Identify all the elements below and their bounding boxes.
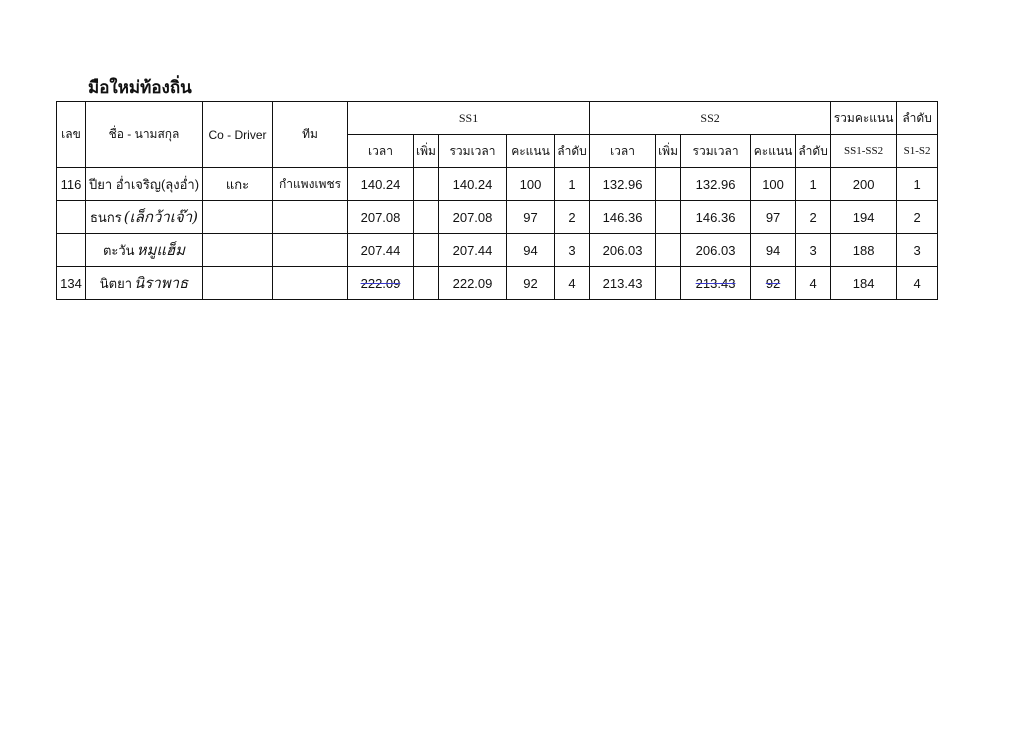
table-row [57, 267, 938, 300]
cell-ss1-rank: 1 [555, 168, 590, 201]
cell-name-text: นิตยา [99, 276, 133, 291]
cell-final-rank: 4 [897, 267, 938, 300]
cell-ss2-add [656, 267, 681, 300]
results-table [56, 101, 938, 300]
col-header-team: ทีม [273, 102, 348, 168]
cell-name [86, 234, 203, 267]
cell-ss1-time: 222.09 [348, 267, 414, 300]
cell-ss2-time: 206.03 [590, 234, 656, 267]
cell-ss2-rank: 1 [796, 168, 831, 201]
cell-ss2-time: 213.43 [590, 267, 656, 300]
cell-ss2-rank: 4 [796, 267, 831, 300]
cell-name-handwritten: (เล็กว้าเจ๊า) [123, 208, 198, 226]
cell-final-rank: 2 [897, 201, 938, 234]
cell-ss1-add [414, 234, 439, 267]
cell-ss1-add [414, 201, 439, 234]
col-header-total-score: รวมคะแนน [831, 102, 897, 135]
cell-name [86, 201, 203, 234]
cell-co-driver: แกะ [203, 168, 273, 201]
cell-final-rank: 3 [897, 234, 938, 267]
header-row-1 [57, 102, 938, 135]
cell-ss1-score: 92 [507, 267, 555, 300]
cell-ss2-add [656, 168, 681, 201]
col-header-ss-range: SS1-SS2 [831, 135, 897, 168]
cell-name [86, 267, 203, 300]
cell-ss1-score: 94 [507, 234, 555, 267]
col-header-ss2-time: เวลา [590, 135, 656, 168]
col-header-ss2-total-time: รวมเวลา [681, 135, 751, 168]
cell-team: กำแพงเพชร [273, 168, 348, 201]
col-header-ss2-score: คะแนน [751, 135, 796, 168]
cell-name-handwritten: หมูแฮ็ม [136, 241, 186, 259]
cell-ss1-total-time: 140.24 [439, 168, 507, 201]
cell-name-handwritten: นิราพาธ [134, 274, 189, 292]
col-header-co-driver: Co - Driver [203, 102, 273, 168]
cell-number [57, 234, 86, 267]
cell-co-driver [203, 267, 273, 300]
cell-team [273, 267, 348, 300]
cell-ss2-score: 97 [751, 201, 796, 234]
cell-ss1-total-time: 207.44 [439, 234, 507, 267]
cell-ss2-add [656, 201, 681, 234]
col-header-ss1-time: เวลา [348, 135, 414, 168]
col-header-s-range: S1-S2 [897, 135, 938, 168]
cell-number: 134 [57, 267, 86, 300]
col-header-ss2: SS2 [590, 102, 831, 135]
cell-total-score: 184 [831, 267, 897, 300]
cell-ss2-rank: 3 [796, 234, 831, 267]
cell-number: 116 [57, 168, 86, 201]
cell-name-text: ตะวัน [102, 243, 135, 258]
col-header-ss1-rank: ลำดับ [555, 135, 590, 168]
cell-ss1-rank: 4 [555, 267, 590, 300]
cell-ss2-add [656, 234, 681, 267]
cell-ss2-time: 132.96 [590, 168, 656, 201]
cell-ss1-rank: 3 [555, 234, 590, 267]
cell-ss2-total-time: 146.36 [681, 201, 751, 234]
cell-ss1-add [414, 267, 439, 300]
col-header-number: เลข [57, 102, 86, 168]
cell-ss2-total-time: 213.43 [681, 267, 751, 300]
cell-ss1-total-time: 207.08 [439, 201, 507, 234]
col-header-rank: ลำดับ [897, 102, 938, 135]
cell-ss1-time: 207.44 [348, 234, 414, 267]
col-header-ss2-rank: ลำดับ [796, 135, 831, 168]
cell-name [86, 168, 203, 201]
cell-ss2-total-time: 132.96 [681, 168, 751, 201]
col-header-ss1-add: เพิ่ม [414, 135, 439, 168]
col-header-name: ชื่อ - นามสกุล [86, 102, 203, 168]
cell-ss2-score: 94 [751, 234, 796, 267]
cell-ss2-rank: 2 [796, 201, 831, 234]
cell-total-score: 188 [831, 234, 897, 267]
cell-total-score: 194 [831, 201, 897, 234]
page-title: มือใหม่ท้องถิ่น [88, 78, 192, 98]
cell-co-driver [203, 201, 273, 234]
cell-ss2-score: 92 [751, 267, 796, 300]
cell-name-text: ธนกร [90, 210, 122, 225]
cell-name-text: ปียา อ่ำเจริญ(ลุงอ่ำ) [88, 176, 200, 192]
cell-ss2-total-time: 206.03 [681, 234, 751, 267]
cell-team [273, 234, 348, 267]
col-header-ss1-total-time: รวมเวลา [439, 135, 507, 168]
cell-ss2-score: 100 [751, 168, 796, 201]
cell-total-score: 200 [831, 168, 897, 201]
cell-final-rank: 1 [897, 168, 938, 201]
cell-co-driver [203, 234, 273, 267]
cell-ss1-total-time: 222.09 [439, 267, 507, 300]
cell-ss1-score: 100 [507, 168, 555, 201]
cell-ss1-time: 207.08 [348, 201, 414, 234]
table-row [57, 234, 938, 267]
col-header-ss2-add: เพิ่ม [656, 135, 681, 168]
table-row [57, 201, 938, 234]
table-row [57, 168, 938, 201]
cell-number [57, 201, 86, 234]
cell-team [273, 201, 348, 234]
col-header-ss1-score: คะแนน [507, 135, 555, 168]
cell-ss1-time: 140.24 [348, 168, 414, 201]
cell-ss2-time: 146.36 [590, 201, 656, 234]
cell-ss1-score: 97 [507, 201, 555, 234]
cell-ss1-rank: 2 [555, 201, 590, 234]
col-header-ss1: SS1 [348, 102, 590, 135]
cell-ss1-add [414, 168, 439, 201]
